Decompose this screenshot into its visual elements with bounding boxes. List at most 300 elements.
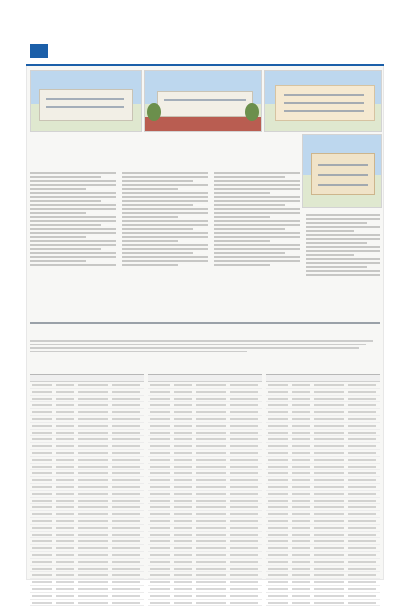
table-cell xyxy=(314,500,344,502)
table-cell xyxy=(112,425,140,427)
table-row xyxy=(266,477,380,484)
table-row xyxy=(148,572,262,579)
table-cell xyxy=(56,486,74,488)
table-cell xyxy=(150,493,170,495)
table-cell xyxy=(348,404,376,406)
table-cell xyxy=(348,459,376,461)
table-cell xyxy=(196,547,226,549)
table-cell xyxy=(268,581,288,583)
table-row xyxy=(30,436,144,443)
table-cell xyxy=(314,438,344,440)
table-cell xyxy=(348,602,376,604)
table-cell xyxy=(314,581,344,583)
table-cell xyxy=(348,493,376,495)
table-cell xyxy=(348,561,376,563)
table-cell xyxy=(32,432,52,434)
table-cell xyxy=(268,384,288,386)
table-cell xyxy=(78,513,108,515)
table-cell xyxy=(112,486,140,488)
table-cell xyxy=(112,506,140,508)
table-cell xyxy=(150,574,170,576)
table-cell xyxy=(150,418,170,420)
table-cell xyxy=(150,561,170,563)
table-row xyxy=(266,470,380,477)
table-cell xyxy=(292,438,310,440)
table-cell xyxy=(196,404,226,406)
table-cell xyxy=(78,493,108,495)
table-cell xyxy=(230,432,258,434)
table-cell xyxy=(268,574,288,576)
table-row xyxy=(30,464,144,471)
table-row xyxy=(148,545,262,552)
table-cell xyxy=(196,561,226,563)
table-row xyxy=(266,396,380,403)
table-cell xyxy=(292,500,310,502)
table-cell xyxy=(32,445,52,447)
table-cell xyxy=(78,602,108,604)
table-cell xyxy=(348,581,376,583)
table-cell xyxy=(112,445,140,447)
table-cell xyxy=(112,438,140,440)
table-cell xyxy=(292,561,310,563)
table-cell xyxy=(196,568,226,570)
table-cell xyxy=(348,452,376,454)
table-row xyxy=(266,409,380,416)
table-cell xyxy=(78,418,108,420)
table-row xyxy=(266,559,380,566)
table-cell xyxy=(150,581,170,583)
table-cell xyxy=(32,574,52,576)
table-row xyxy=(30,430,144,437)
table-cell xyxy=(78,568,108,570)
table-cell xyxy=(314,568,344,570)
table-cell xyxy=(196,411,226,413)
table-cell xyxy=(196,459,226,461)
table-row xyxy=(148,470,262,477)
window-row xyxy=(318,164,368,166)
table-cell xyxy=(230,506,258,508)
table-cell xyxy=(314,384,344,386)
table-row xyxy=(266,430,380,437)
table-cell xyxy=(314,493,344,495)
window-row xyxy=(46,106,124,108)
table-row xyxy=(30,457,144,464)
table-cell xyxy=(112,595,140,597)
table-cell xyxy=(292,384,310,386)
table-row xyxy=(30,586,144,593)
table-cell xyxy=(56,500,74,502)
table-cell xyxy=(230,384,258,386)
table-cell xyxy=(196,554,226,556)
table-cell xyxy=(56,425,74,427)
table-cell xyxy=(112,540,140,542)
table-row xyxy=(266,436,380,443)
table-cell xyxy=(174,568,192,570)
table-cell xyxy=(78,398,108,400)
table-cell xyxy=(314,411,344,413)
table-cell xyxy=(268,466,288,468)
table-cell xyxy=(268,506,288,508)
table-cell xyxy=(174,425,192,427)
table-cell xyxy=(150,404,170,406)
table-cell xyxy=(56,513,74,515)
table-row xyxy=(148,593,262,600)
table-row xyxy=(266,443,380,450)
table-cell xyxy=(78,506,108,508)
table-cell xyxy=(268,568,288,570)
table-cell xyxy=(78,486,108,488)
table-cell xyxy=(78,466,108,468)
table-cell xyxy=(32,486,52,488)
table-cell xyxy=(196,472,226,474)
table-cell xyxy=(230,595,258,597)
table-row xyxy=(148,525,262,532)
table-cell xyxy=(196,466,226,468)
window-row xyxy=(284,110,364,112)
table-cell xyxy=(174,561,192,563)
table-cell xyxy=(292,459,310,461)
table-cell xyxy=(112,513,140,515)
table-row xyxy=(30,572,144,579)
table-row xyxy=(30,504,144,511)
headline-band xyxy=(30,134,300,168)
table-row xyxy=(148,382,262,389)
table-cell xyxy=(78,534,108,536)
table-cell xyxy=(174,459,192,461)
table-cell xyxy=(78,554,108,556)
table-cell xyxy=(112,384,140,386)
table-cell xyxy=(230,425,258,427)
table-row xyxy=(148,559,262,566)
table-cell xyxy=(78,445,108,447)
tree xyxy=(245,103,259,121)
table-row xyxy=(30,559,144,566)
table-cell xyxy=(292,418,310,420)
table-cell xyxy=(32,595,52,597)
table-cell xyxy=(150,411,170,413)
table-cell xyxy=(292,581,310,583)
table-cell xyxy=(150,425,170,427)
article-column-3 xyxy=(214,170,300,320)
table-cell xyxy=(56,411,74,413)
table-cell xyxy=(268,425,288,427)
table-cell xyxy=(174,574,192,576)
table-cell xyxy=(174,432,192,434)
table-cell xyxy=(174,493,192,495)
table-cell xyxy=(292,554,310,556)
table-cell xyxy=(150,595,170,597)
table-cell xyxy=(32,561,52,563)
table-row xyxy=(266,464,380,471)
table-cell xyxy=(230,500,258,502)
table-row xyxy=(266,498,380,505)
table-cell xyxy=(230,411,258,413)
table-cell xyxy=(56,506,74,508)
table-cell xyxy=(348,425,376,427)
table-cell xyxy=(268,438,288,440)
table-cell xyxy=(56,574,74,576)
table-cell xyxy=(230,438,258,440)
notice-intro xyxy=(30,338,380,358)
table-cell xyxy=(314,534,344,536)
table-cell xyxy=(230,445,258,447)
school-building xyxy=(275,85,375,121)
table-row xyxy=(148,491,262,498)
table-cell xyxy=(268,418,288,420)
table-cell xyxy=(348,547,376,549)
table-cell xyxy=(112,452,140,454)
table-cell xyxy=(32,472,52,474)
table-cell xyxy=(56,438,74,440)
table-cell xyxy=(230,554,258,556)
table-cell xyxy=(150,384,170,386)
table-row xyxy=(266,552,380,559)
table-row xyxy=(148,416,262,423)
table-cell xyxy=(174,506,192,508)
table-cell xyxy=(32,425,52,427)
table-row xyxy=(148,443,262,450)
table-cell xyxy=(196,445,226,447)
school-photo-1 xyxy=(30,70,142,132)
table-cell xyxy=(32,588,52,590)
table-row xyxy=(148,511,262,518)
table-cell xyxy=(292,520,310,522)
table-cell xyxy=(292,588,310,590)
table-cell xyxy=(196,452,226,454)
table-cell xyxy=(230,486,258,488)
table-cell xyxy=(196,391,226,393)
table-cell xyxy=(112,588,140,590)
table-cell xyxy=(56,540,74,542)
table-cell xyxy=(268,540,288,542)
article-column-1 xyxy=(30,170,116,320)
table-cell xyxy=(348,445,376,447)
table-cell xyxy=(32,534,52,536)
table-cell xyxy=(32,452,52,454)
table-cell xyxy=(174,445,192,447)
table-cell xyxy=(150,466,170,468)
table-cell xyxy=(150,513,170,515)
table-cell xyxy=(112,602,140,604)
table-cell xyxy=(112,527,140,529)
table-cell xyxy=(78,561,108,563)
table-cell xyxy=(292,568,310,570)
table-cell xyxy=(348,486,376,488)
table-cell xyxy=(112,493,140,495)
table-row xyxy=(148,450,262,457)
table-cell xyxy=(56,398,74,400)
table-cell xyxy=(292,411,310,413)
table-cell xyxy=(174,404,192,406)
table-cell xyxy=(174,520,192,522)
table-cell xyxy=(32,459,52,461)
table-cell xyxy=(150,452,170,454)
table-row xyxy=(266,484,380,491)
notice-header xyxy=(30,322,380,338)
table-row xyxy=(148,504,262,511)
table-cell xyxy=(78,472,108,474)
table-rows xyxy=(266,382,380,606)
table-cell xyxy=(314,459,344,461)
table-row xyxy=(30,545,144,552)
table-cell xyxy=(56,568,74,570)
table-cell xyxy=(196,513,226,515)
notice-table-3 xyxy=(266,374,380,583)
table-cell xyxy=(32,513,52,515)
table-cell xyxy=(32,466,52,468)
table-cell xyxy=(268,527,288,529)
table-cell xyxy=(292,472,310,474)
table-rows xyxy=(30,382,144,606)
table-cell xyxy=(268,554,288,556)
table-cell xyxy=(112,418,140,420)
table-cell xyxy=(196,398,226,400)
table-row xyxy=(30,477,144,484)
table-cell xyxy=(174,411,192,413)
table-cell xyxy=(112,534,140,536)
table-cell xyxy=(268,534,288,536)
table-cell xyxy=(32,527,52,529)
table-cell xyxy=(314,602,344,604)
table-cell xyxy=(78,391,108,393)
table-cell xyxy=(56,561,74,563)
table-cell xyxy=(292,595,310,597)
table-cell xyxy=(174,581,192,583)
table-cell xyxy=(78,384,108,386)
table-cell xyxy=(230,466,258,468)
table-cell xyxy=(268,445,288,447)
table-cell xyxy=(348,398,376,400)
table-row xyxy=(30,396,144,403)
table-row xyxy=(30,409,144,416)
table-row xyxy=(148,566,262,573)
table-cell xyxy=(56,472,74,474)
table-cell xyxy=(348,472,376,474)
table-cell xyxy=(268,602,288,604)
table-row xyxy=(266,382,380,389)
table-cell xyxy=(268,404,288,406)
table-cell xyxy=(230,398,258,400)
table-row xyxy=(148,409,262,416)
table-cell xyxy=(174,472,192,474)
table-row xyxy=(266,600,380,607)
table-cell xyxy=(292,493,310,495)
table-cell xyxy=(268,459,288,461)
table-cell xyxy=(230,459,258,461)
table-cell xyxy=(230,547,258,549)
table-cell xyxy=(174,384,192,386)
table-cell xyxy=(32,438,52,440)
window-row xyxy=(164,99,246,101)
table-cell xyxy=(56,527,74,529)
table-cell xyxy=(268,513,288,515)
table-row xyxy=(30,423,144,430)
table-cell xyxy=(150,459,170,461)
table-cell xyxy=(314,425,344,427)
masthead xyxy=(26,40,384,66)
table-row xyxy=(266,593,380,600)
table-cell xyxy=(78,452,108,454)
table-cell xyxy=(268,595,288,597)
table-cell xyxy=(314,540,344,542)
table-cell xyxy=(268,432,288,434)
table-cell xyxy=(112,568,140,570)
school-photo-3 xyxy=(264,70,382,132)
table-cell xyxy=(174,527,192,529)
table-cell xyxy=(314,445,344,447)
table-cell xyxy=(32,520,52,522)
table-cell xyxy=(196,540,226,542)
table-row xyxy=(266,504,380,511)
table-cell xyxy=(150,602,170,604)
table-cell xyxy=(56,595,74,597)
table-row xyxy=(30,450,144,457)
table-cell xyxy=(230,404,258,406)
table-row xyxy=(30,579,144,586)
table-cell xyxy=(230,568,258,570)
table-cell xyxy=(196,534,226,536)
table-cell xyxy=(196,527,226,529)
table-cell xyxy=(174,438,192,440)
table-cell xyxy=(32,493,52,495)
table-row xyxy=(148,464,262,471)
table-row xyxy=(266,518,380,525)
table-cell xyxy=(348,432,376,434)
table-row xyxy=(266,402,380,409)
table-cell xyxy=(56,452,74,454)
table-cell xyxy=(196,432,226,434)
table-cell xyxy=(230,493,258,495)
table-row xyxy=(266,450,380,457)
table-cell xyxy=(56,384,74,386)
table-cell xyxy=(314,520,344,522)
table-row xyxy=(266,457,380,464)
table-cell xyxy=(174,500,192,502)
table-cell xyxy=(292,486,310,488)
table-cell xyxy=(268,486,288,488)
table-cell xyxy=(196,493,226,495)
table-cell xyxy=(348,411,376,413)
table-cell xyxy=(348,500,376,502)
table-cell xyxy=(314,479,344,481)
table-cell xyxy=(56,418,74,420)
table-row xyxy=(148,477,262,484)
table-row xyxy=(30,382,144,389)
table-cell xyxy=(314,513,344,515)
table-cell xyxy=(268,452,288,454)
table-row xyxy=(148,457,262,464)
table-cell xyxy=(56,404,74,406)
table-row xyxy=(266,532,380,539)
table-cell xyxy=(196,438,226,440)
table-row xyxy=(30,525,144,532)
table-row xyxy=(148,396,262,403)
table-cell xyxy=(292,466,310,468)
table-cell xyxy=(56,466,74,468)
table-cell xyxy=(314,547,344,549)
table-cell xyxy=(268,493,288,495)
table-cell xyxy=(174,513,192,515)
table-row xyxy=(266,538,380,545)
table-cell xyxy=(150,520,170,522)
table-row xyxy=(30,402,144,409)
table-cell xyxy=(230,513,258,515)
table-cell xyxy=(292,404,310,406)
table-cell xyxy=(196,418,226,420)
table-cell xyxy=(230,588,258,590)
table-cell xyxy=(150,500,170,502)
table-cell xyxy=(174,602,192,604)
